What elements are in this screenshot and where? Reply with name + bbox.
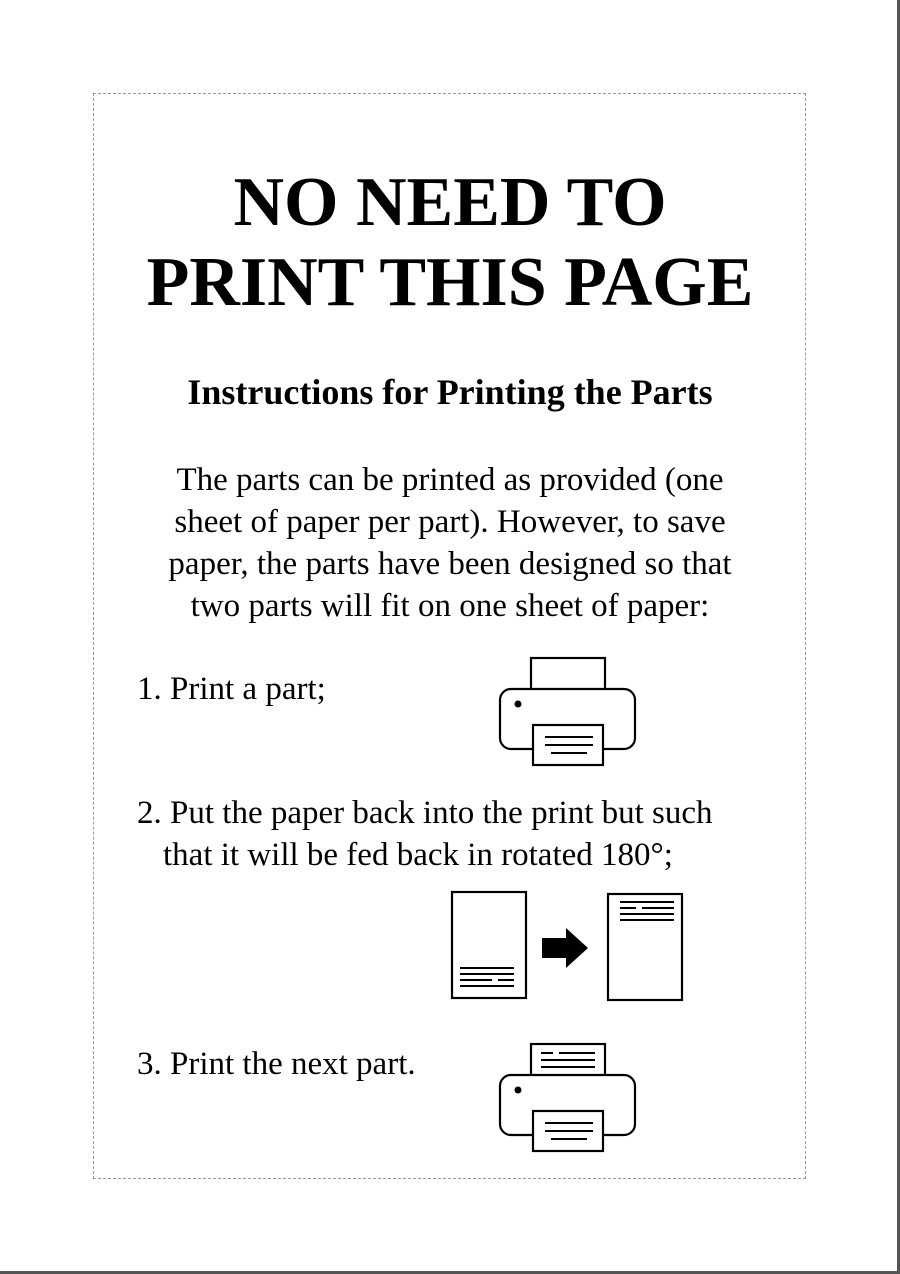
step-3-text: 3. Print the next part. (137, 1046, 416, 1082)
step-2-line-1: 2. Put the paper back into the print but such (137, 795, 713, 831)
printer-with-page-icon (495, 654, 640, 769)
paper-rotate-180-icon (448, 888, 688, 1004)
intro-line-3: paper, the parts have been designed so that (168, 546, 732, 582)
title-line-1: NO NEED TO (233, 164, 667, 241)
instructions-heading: Instructions for Printing the Parts (187, 372, 713, 412)
step-2-text (137, 792, 797, 876)
step-1-text: 1. Print a part; (137, 671, 326, 707)
intro-paragraph (120, 459, 780, 627)
intro-line-1: The parts can be printed as provided (one (176, 462, 724, 498)
intro-line-2: sheet of paper per part). However, to save (174, 504, 726, 540)
printer-with-printed-page-icon (495, 1040, 640, 1155)
step-2-line-2: that it will be fed back in rotated 180°; (163, 837, 673, 873)
intro-line-4: two parts will fit on one sheet of paper: (190, 588, 710, 624)
title-line-2: PRINT THIS PAGE (146, 244, 754, 321)
page-title (0, 163, 900, 323)
